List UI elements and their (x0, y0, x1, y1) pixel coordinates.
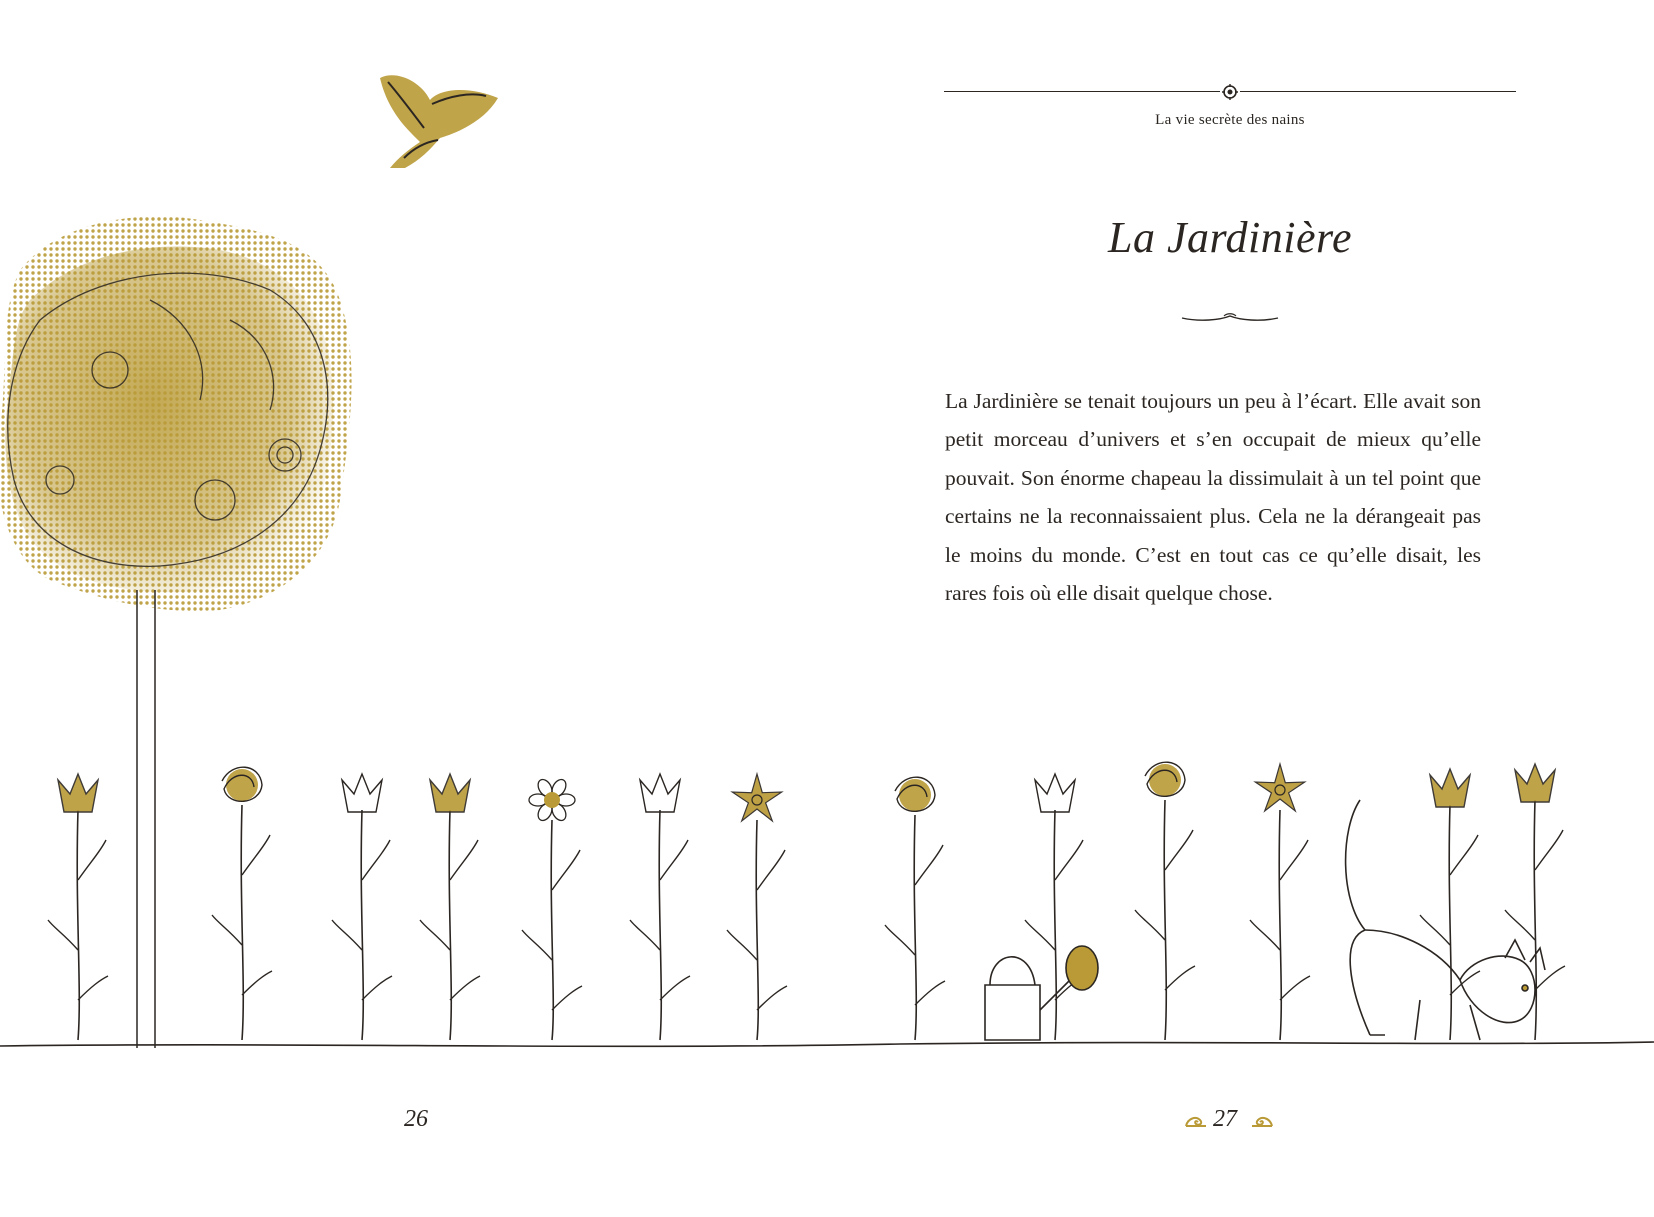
flower-tulip-icon (420, 774, 480, 1040)
rosette-icon (1220, 82, 1240, 102)
flower-tulip-icon (48, 774, 108, 1040)
flower-tulip-icon (1025, 774, 1085, 1040)
flower-scribble-icon (1135, 762, 1195, 1040)
flower-scribble-icon (885, 777, 945, 1040)
watering-can-icon (985, 946, 1098, 1040)
running-head: La vie secrète des nains (1155, 112, 1305, 128)
ground-line (0, 1042, 1654, 1046)
flower-tulip-icon (332, 774, 392, 1040)
flower-star-icon (727, 774, 787, 1040)
flower-scribble-icon (212, 767, 272, 1040)
flower-daisy-icon (522, 777, 582, 1040)
tree-icon (0, 217, 352, 1048)
chapter-body: La Jardinière se tenait toujours un peu à l’écart. Elle avait son petit morceau d’univers et s’en occupait de mieux qu’elle pouvait. Son énorme chapeau la dissimulait à un tel point que certains ne la reconnaissaient plus. Cela ne la dérangeait pas le moins du monde. C’est en tout cas ce qu’elle disait, les rares fois où elle disait quelque chose. (945, 389, 1481, 606)
flower-star-icon (1250, 764, 1310, 1040)
flourish-icon (1180, 310, 1280, 324)
page-number-left: 26 (404, 1106, 428, 1132)
page-number-right: 27 (1213, 1106, 1237, 1132)
folio-snail-icon (1184, 1114, 1208, 1128)
page-header (944, 80, 1516, 140)
flower-tulip-icon (1420, 769, 1480, 1040)
flower-tulip-icon (630, 774, 690, 1040)
folio-snail-icon (1250, 1114, 1274, 1128)
chapter-title: La Jardinière (1108, 213, 1352, 262)
bird-icon (380, 75, 498, 168)
